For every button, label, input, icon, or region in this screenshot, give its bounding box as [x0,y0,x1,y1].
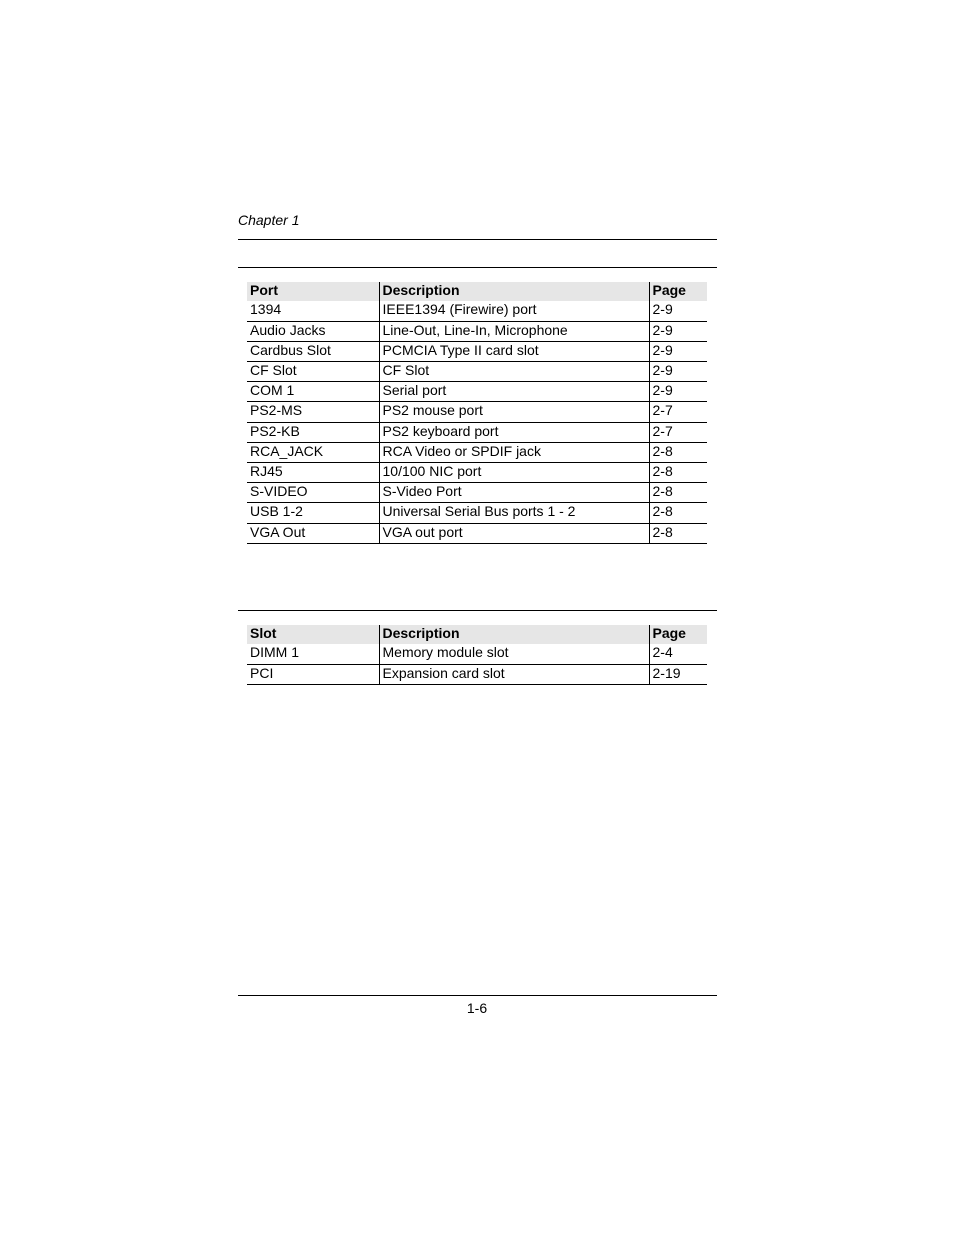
ports-table-header [247,282,707,301]
description-cell: Expansion card slot [379,664,649,684]
table-row [247,402,707,422]
table-row [247,442,707,462]
page-ref-cell: 2-9 [649,321,707,341]
page-number: 1-6 [466,1000,488,1016]
description-cell: VGA out port [379,523,649,543]
port-name-cell: Cardbus Slot [247,341,379,361]
port-name-cell: COM 1 [247,382,379,402]
slots-table [247,625,707,685]
column-header-slot: Slot [247,625,379,644]
description-cell: Serial port [379,382,649,402]
chapter-header: Chapter 1 [238,212,300,228]
slots-table-header [247,625,707,644]
slot-name-cell: DIMM 1 [247,644,379,664]
page-ref-cell: 2-9 [649,362,707,382]
table-row [247,341,707,361]
description-cell: RCA Video or SPDIF jack [379,442,649,462]
table-row [247,664,707,684]
description-cell: 10/100 NIC port [379,463,649,483]
description-cell: PS2 keyboard port [379,422,649,442]
description-cell: IEEE1394 (Firewire) port [379,301,649,321]
column-header-page: Page [649,282,707,301]
description-cell: S-Video Port [379,483,649,503]
port-name-cell: Audio Jacks [247,321,379,341]
table-row [247,382,707,402]
description-cell: PCMCIA Type II card slot [379,341,649,361]
slots-table-body [247,644,707,684]
page-ref-cell: 2-4 [649,644,707,664]
column-header-description: Description [379,625,649,644]
port-name-cell: VGA Out [247,523,379,543]
description-cell: Universal Serial Bus ports 1 - 2 [379,503,649,523]
description-cell: PS2 mouse port [379,402,649,422]
description-cell: Memory module slot [379,644,649,664]
footer-divider [238,995,717,996]
port-name-cell: RJ45 [247,463,379,483]
table-row [247,644,707,664]
column-header-description: Description [379,282,649,301]
page-ref-cell: 2-8 [649,523,707,543]
ports-table-body [247,301,707,543]
table-row [247,503,707,523]
ports-table [247,282,707,544]
column-header-port: Port [247,282,379,301]
table-row [247,463,707,483]
page-ref-cell: 2-8 [649,442,707,462]
port-name-cell: RCA_JACK [247,442,379,462]
table-row [247,422,707,442]
port-name-cell: 1394 [247,301,379,321]
header-divider [238,239,717,240]
table-row [247,483,707,503]
table-row [247,321,707,341]
page-ref-cell: 2-9 [649,341,707,361]
description-cell: Line-Out, Line-In, Microphone [379,321,649,341]
page-ref-cell: 2-8 [649,483,707,503]
port-name-cell: PS2-KB [247,422,379,442]
description-cell: CF Slot [379,362,649,382]
column-header-page: Page [649,625,707,644]
table-row [247,362,707,382]
ports-section-divider [238,267,717,268]
port-name-cell: PS2-MS [247,402,379,422]
table-row [247,301,707,321]
page-ref-cell: 2-7 [649,422,707,442]
table-row [247,523,707,543]
page-ref-cell: 2-9 [649,382,707,402]
slots-section-divider [238,610,717,611]
port-name-cell: S-VIDEO [247,483,379,503]
page-ref-cell: 2-9 [649,301,707,321]
slot-name-cell: PCI [247,664,379,684]
port-name-cell: CF Slot [247,362,379,382]
page-ref-cell: 2-8 [649,463,707,483]
page-ref-cell: 2-19 [649,664,707,684]
page-ref-cell: 2-8 [649,503,707,523]
port-name-cell: USB 1-2 [247,503,379,523]
page-ref-cell: 2-7 [649,402,707,422]
